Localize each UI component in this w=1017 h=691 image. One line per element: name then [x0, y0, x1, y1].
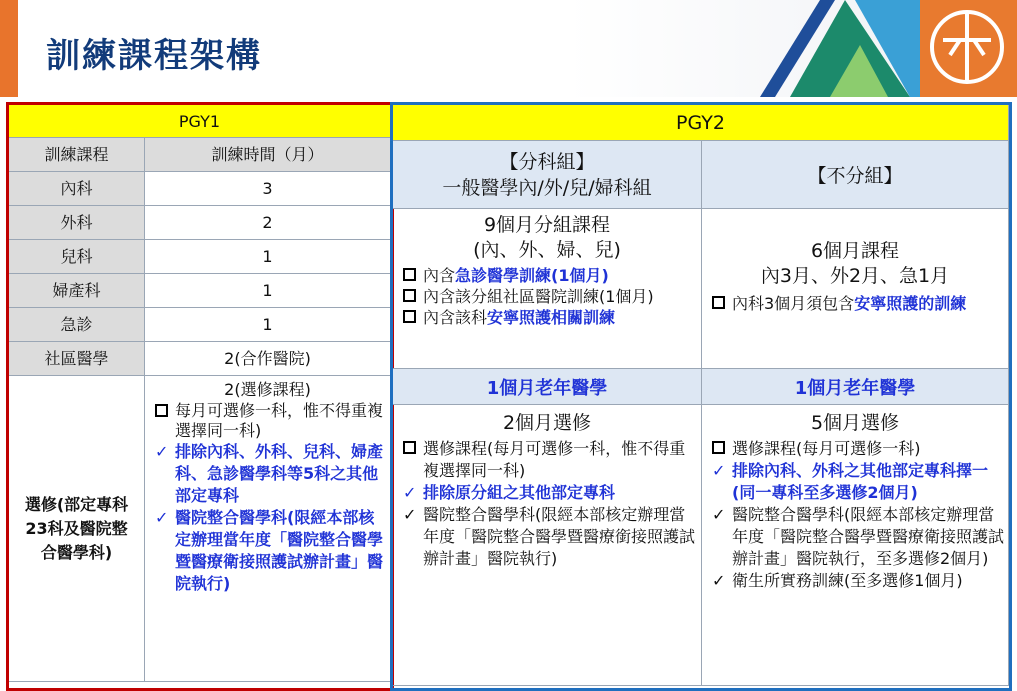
group-a-elective-title: 2個月選修 [502, 412, 592, 434]
slide-header [0, 0, 1017, 97]
course-name: 婦產科 [9, 274, 145, 308]
list-item [393, 265, 701, 286]
group-b-course-list [702, 293, 1008, 314]
elective-rule-list [145, 401, 390, 595]
list-item [393, 504, 701, 570]
table-row-elective [9, 376, 391, 682]
course-name: 社區醫學 [9, 342, 145, 376]
course-months: 1 [145, 308, 391, 342]
item-text: 內含該科 [423, 308, 488, 327]
rule-text: 選修課程(每月可選修一科，惟不得重複選擇同一科) [423, 439, 686, 480]
course-name: 內科 [9, 172, 145, 206]
list-item [393, 286, 701, 307]
table-row [9, 308, 391, 342]
pgy1-table [8, 104, 391, 682]
list-item [702, 438, 1008, 460]
elective-course-name: 選修(部定專科23科及醫院整合醫學科) [9, 376, 145, 682]
course-months: 2 [145, 206, 391, 240]
checkmark-icon: ✓ [155, 442, 169, 461]
group-b-geriatric: 1個月老年醫學 [702, 369, 1009, 405]
table-row [9, 274, 391, 308]
list-item [145, 401, 390, 441]
rule-text: 醫院整合醫學科(限經本部核定辦理當年度「醫院整合醫學暨醫療衛接照護試辦計畫」醫院執行，至多選修2個月) [732, 505, 1005, 568]
pgy2-title: PGY2 [393, 105, 1009, 141]
list-item [702, 570, 1008, 592]
group-a-course-subtitle: (內、外、婦、兒) [473, 239, 621, 261]
square-bullet-icon [712, 441, 725, 454]
col-header-time: 訓練時間（月） [145, 138, 391, 172]
header-decoration-logo [760, 0, 1017, 97]
rule-text: 每月可選修一科，惟不得重複選擇同一科) [175, 401, 384, 440]
checkmark-icon: ✓ [712, 461, 726, 480]
course-months: 2(合作醫院) [145, 342, 391, 376]
group-b-course-subtitle: 內3月、外2月、急1月 [760, 265, 950, 287]
group-b-elective-title: 5個月選修 [810, 412, 900, 434]
checkmark-icon: ✓ [712, 505, 726, 524]
list-item [393, 307, 701, 328]
course-months: 1 [145, 240, 391, 274]
col-header-course: 訓練課程 [9, 138, 145, 172]
list-item [145, 507, 390, 595]
page-title: 訓練課程架構 [46, 36, 262, 76]
rule-text: 排除內科、外科之其他部定專科擇一(同一專科至多選修2個月) [732, 461, 989, 502]
table-row [9, 206, 391, 240]
square-bullet-icon [403, 268, 416, 281]
table-row [9, 342, 391, 376]
pgy2-table [392, 104, 1009, 686]
table-row [9, 240, 391, 274]
list-item [702, 460, 1008, 504]
group-a-course-title: 9個月分組課程 [483, 214, 611, 236]
list-item [702, 293, 1008, 314]
checkmark-icon: ✓ [712, 571, 726, 590]
item-text: 內含該分組社區醫院訓練(1個月) [423, 287, 654, 306]
group-b-elective-list [702, 438, 1008, 592]
course-name: 急診 [9, 308, 145, 342]
pgy1-title: PGY1 [9, 105, 391, 138]
course-months: 1 [145, 274, 391, 308]
rule-text: 排除內科、外科、兒科、婦產科、急診醫學科等5科之其他部定專科 [175, 442, 384, 505]
item-highlight: 安寧照護的訓練 [854, 294, 967, 313]
group-a-course-list [393, 265, 701, 328]
group-a-geriatric: 1個月老年醫學 [393, 369, 702, 405]
list-item [393, 482, 701, 504]
elective-months-title: 2(選修課程) [224, 380, 311, 399]
group-b-course-title: 6個月課程 [810, 240, 900, 262]
accent-bar [0, 0, 18, 97]
group-a-head2: 一般醫學內/外/兒/婦科組 [442, 176, 652, 199]
item-highlight: 急診醫學訓練(1個月) [455, 266, 609, 285]
checkmark-icon: ✓ [155, 508, 169, 527]
table-row [9, 172, 391, 206]
item-text: 內含 [423, 266, 456, 285]
square-bullet-icon [403, 441, 416, 454]
square-bullet-icon [712, 296, 725, 309]
group-b-head: 【不分組】 [702, 141, 1009, 209]
item-highlight: 安寧照護相關訓練 [487, 308, 616, 327]
list-item [145, 441, 390, 507]
rule-text: 衛生所實務訓練(至多選修1個月) [732, 571, 963, 590]
square-bullet-icon [155, 404, 168, 417]
rule-text: 醫院整合醫學科(限經本部核定辦理當年度「醫院整合醫學暨醫療衛接照護試辦計畫」醫院執行) [175, 508, 384, 593]
checkmark-icon: ✓ [403, 505, 417, 524]
course-months: 3 [145, 172, 391, 206]
checkmark-icon: ✓ [403, 483, 417, 502]
group-a-head1: 【分科組】 [499, 150, 595, 173]
rule-text: 排除原分組之其他部定專科 [423, 483, 616, 502]
list-item [393, 438, 701, 482]
rule-text: 選修課程(每月可選修一科) [732, 439, 921, 458]
list-item [702, 504, 1008, 570]
square-bullet-icon [403, 289, 416, 302]
course-name: 兒科 [9, 240, 145, 274]
course-name: 外科 [9, 206, 145, 240]
rule-text: 醫院整合醫學科(限經本部核定辦理當年度「醫院整合醫學暨醫療銜接照護試辦計畫」醫院執行) [423, 505, 696, 568]
group-a-elective-list [393, 438, 701, 570]
item-text: 內科3個月須包含 [732, 294, 855, 313]
square-bullet-icon [403, 310, 416, 323]
